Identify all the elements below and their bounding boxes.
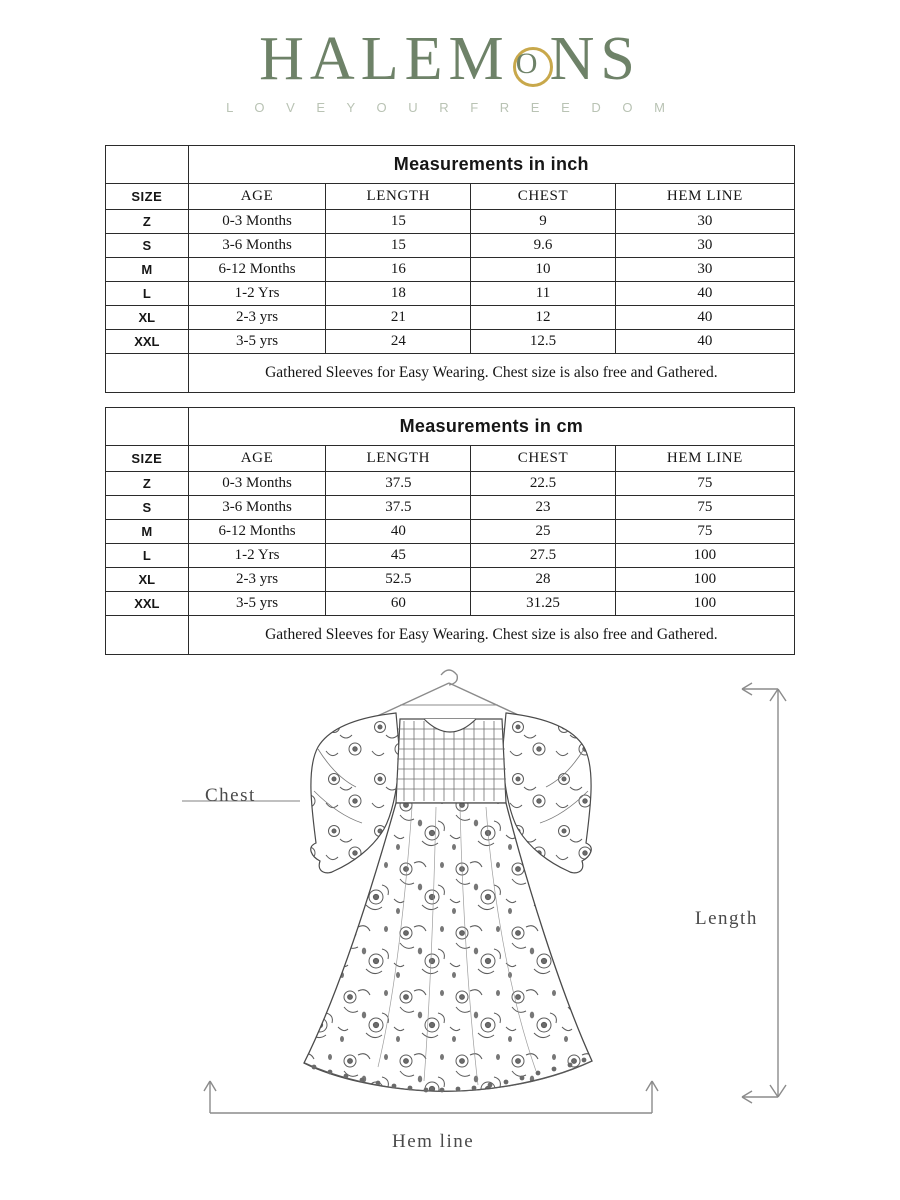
table-row — [106, 520, 795, 544]
column-header-hemline: HEM LINE — [615, 184, 794, 210]
cell-chest: 27.5 — [471, 544, 616, 568]
cell-length: 24 — [326, 330, 471, 354]
cell-age: 6-12 Months — [188, 258, 326, 282]
cell-hemline: 40 — [615, 282, 794, 306]
length-label: Length — [695, 908, 758, 929]
cell-chest: 23 — [471, 496, 616, 520]
cell-size: L — [106, 544, 189, 568]
cell-size: XL — [106, 306, 189, 330]
table-note-corner — [106, 354, 189, 393]
table-note: Gathered Sleeves for Easy Wearing. Chest size is also free and Gathered. — [188, 354, 794, 393]
table-note-row — [106, 616, 795, 655]
column-header-chest: CHEST — [471, 184, 616, 210]
cell-age: 1-2 Yrs — [188, 544, 326, 568]
cell-length: 16 — [326, 258, 471, 282]
column-header-age: AGE — [188, 446, 326, 472]
cell-length: 60 — [326, 592, 471, 616]
table-row — [106, 330, 795, 354]
hanger-icon — [371, 670, 527, 719]
table-row — [106, 258, 795, 282]
cell-hemline: 100 — [615, 544, 794, 568]
bodice — [396, 719, 506, 803]
table-row — [106, 496, 795, 520]
cell-hemline: 40 — [615, 330, 794, 354]
table-row — [106, 544, 795, 568]
dress-illustration — [0, 661, 900, 1171]
brand-logo — [0, 25, 900, 93]
column-header-length: LENGTH — [326, 184, 471, 210]
table-row — [106, 306, 795, 330]
cell-chest: 9 — [471, 210, 616, 234]
length-measure-arrow — [742, 683, 786, 1103]
cell-age: 3-5 yrs — [188, 592, 326, 616]
cell-length: 15 — [326, 234, 471, 258]
cell-size: Z — [106, 210, 189, 234]
brand-tagline: L O V E Y O U R F R E E D O M — [226, 100, 674, 115]
cell-length: 45 — [326, 544, 471, 568]
cm-table-wrapper — [105, 407, 795, 655]
cell-hemline: 75 — [615, 496, 794, 520]
cell-length: 37.5 — [326, 472, 471, 496]
table-corner-cell — [106, 146, 189, 184]
cell-size: XXL — [106, 330, 189, 354]
cell-chest: 31.25 — [471, 592, 616, 616]
cell-age: 3-6 Months — [188, 234, 326, 258]
inch-table-wrapper — [105, 145, 795, 393]
column-header-size: SIZE — [106, 446, 189, 472]
cell-hemline: 30 — [615, 258, 794, 282]
cell-size: S — [106, 234, 189, 258]
cell-age: 0-3 Months — [188, 472, 326, 496]
table-title: Measurements in cm — [188, 408, 794, 446]
cell-length: 52.5 — [326, 568, 471, 592]
measurements-inch-table — [105, 145, 795, 393]
cell-chest: 11 — [471, 282, 616, 306]
cell-chest: 9.6 — [471, 234, 616, 258]
column-header-chest: CHEST — [471, 446, 616, 472]
cell-length: 21 — [326, 306, 471, 330]
table-title-row — [106, 408, 795, 446]
table-row — [106, 472, 795, 496]
cell-age: 6-12 Months — [188, 520, 326, 544]
cell-hemline: 100 — [615, 568, 794, 592]
cell-size: L — [106, 282, 189, 306]
dress-diagram-svg — [0, 661, 900, 1171]
column-header-hemline: HEM LINE — [615, 446, 794, 472]
cell-hemline: 75 — [615, 520, 794, 544]
brand-header — [0, 0, 900, 115]
table-header-row — [106, 446, 795, 472]
cell-size: XL — [106, 568, 189, 592]
cell-size: M — [106, 258, 189, 282]
brand-name-o: O — [515, 47, 544, 80]
brand-name-part2: NS — [549, 25, 641, 93]
table-note-corner — [106, 616, 189, 655]
cell-hemline: 100 — [615, 592, 794, 616]
cell-chest: 28 — [471, 568, 616, 592]
hemline-label: Hem line — [392, 1131, 475, 1152]
cell-age: 1-2 Yrs — [188, 282, 326, 306]
table-note: Gathered Sleeves for Easy Wearing. Chest size is also free and Gathered. — [188, 616, 794, 655]
cell-size: XXL — [106, 592, 189, 616]
cell-hemline: 40 — [615, 306, 794, 330]
cell-age: 0-3 Months — [188, 210, 326, 234]
column-header-length: LENGTH — [326, 446, 471, 472]
measurements-cm-table — [105, 407, 795, 655]
cell-hemline: 30 — [615, 210, 794, 234]
cell-length: 15 — [326, 210, 471, 234]
cell-length: 37.5 — [326, 496, 471, 520]
cell-chest: 12 — [471, 306, 616, 330]
brand-name-part1: HALEM — [259, 25, 510, 93]
cell-length: 40 — [326, 520, 471, 544]
cell-age: 2-3 yrs — [188, 306, 326, 330]
cell-chest: 10 — [471, 258, 616, 282]
cell-size: S — [106, 496, 189, 520]
cell-hemline: 75 — [615, 472, 794, 496]
cell-age: 3-5 yrs — [188, 330, 326, 354]
brand-o-ring-icon — [510, 41, 550, 83]
cell-hemline: 30 — [615, 234, 794, 258]
table-row — [106, 282, 795, 306]
cell-age: 2-3 yrs — [188, 568, 326, 592]
column-header-age: AGE — [188, 184, 326, 210]
cell-chest: 22.5 — [471, 472, 616, 496]
cell-age: 3-6 Months — [188, 496, 326, 520]
table-row — [106, 592, 795, 616]
table-header-row — [106, 184, 795, 210]
table-row — [106, 234, 795, 258]
table-row — [106, 210, 795, 234]
table-title: Measurements in inch — [188, 146, 794, 184]
table-corner-cell — [106, 408, 189, 446]
table-row — [106, 568, 795, 592]
cell-length: 18 — [326, 282, 471, 306]
cell-size: M — [106, 520, 189, 544]
cell-chest: 25 — [471, 520, 616, 544]
table-note-row — [106, 354, 795, 393]
cell-chest: 12.5 — [471, 330, 616, 354]
column-header-size: SIZE — [106, 184, 189, 210]
table-title-row — [106, 146, 795, 184]
chest-label: Chest — [205, 785, 256, 806]
cell-size: Z — [106, 472, 189, 496]
